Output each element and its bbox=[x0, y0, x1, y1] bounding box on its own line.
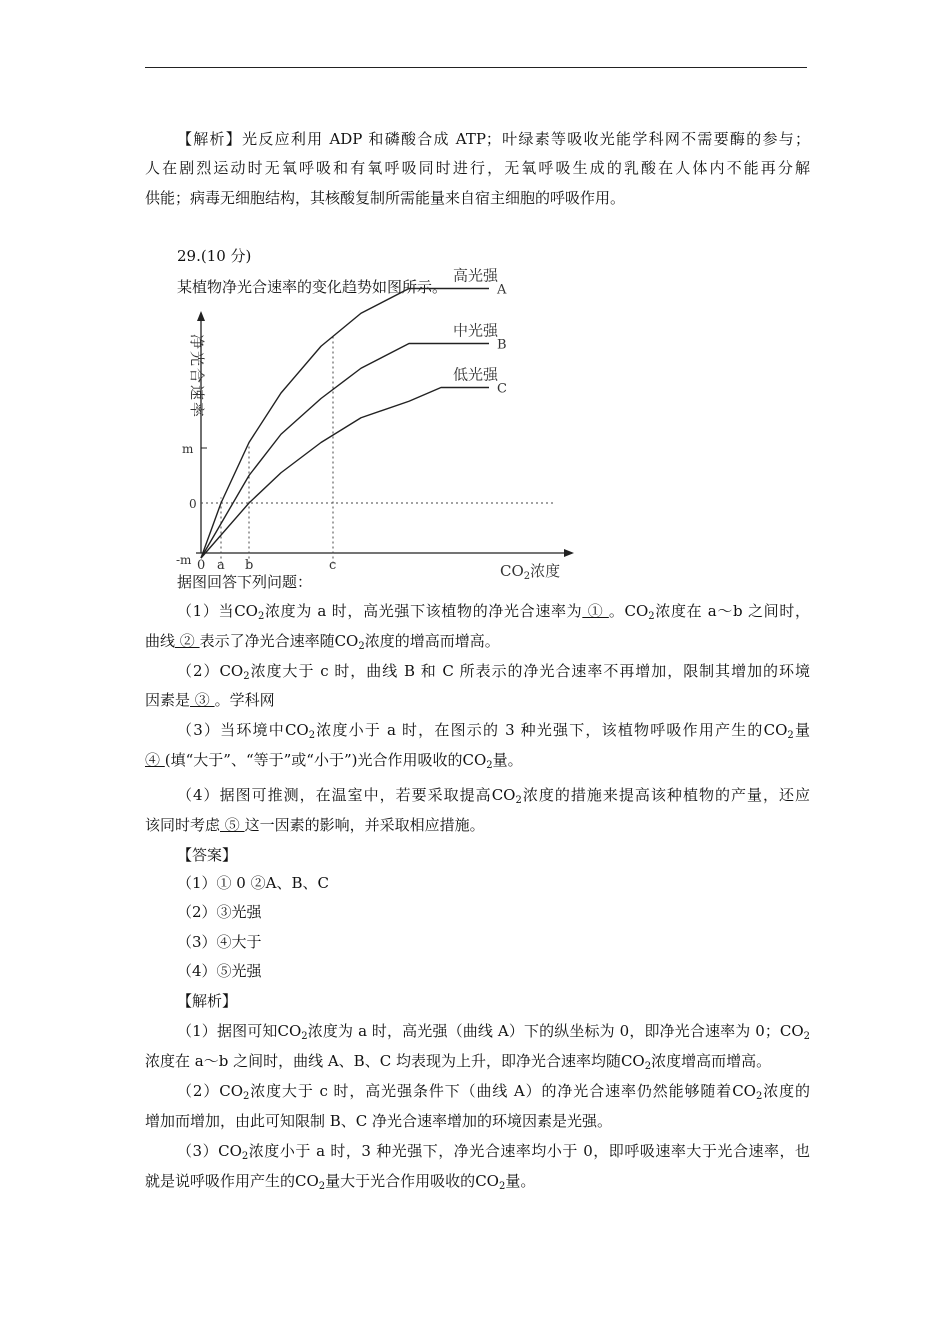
analysis-p2-line-1: $(2)CO_2$浓度大于 c 时，高光强条件下（曲线 A）的净光合速率仍然能够随着$CO_2$浓度的 bbox=[177, 1082, 811, 1102]
x-tick-a: a bbox=[217, 558, 225, 573]
analysis-heading: 【解析】 bbox=[177, 992, 238, 1010]
curve-B bbox=[201, 344, 489, 559]
analysis-p3-line-1: $(3)CO_2$浓度小于 a 时，3 种光强下，净光合速率均小于 0，即呼吸速率大于光合速率，也 bbox=[177, 1142, 811, 1162]
q1-line-1: （1）当$CO_2$浓度为 a 时，高光强下该植物的净光合速率为 ① 。$CO_2$浓度在 a～b 之间时， bbox=[177, 602, 810, 622]
blank-3: ③ bbox=[190, 691, 215, 709]
guide-lines bbox=[201, 336, 553, 563]
analysis-p3-line-2: 就是说呼吸作用产生的$CO_2$量大于光合作用吸收的$CO_2$量。 bbox=[145, 1172, 536, 1192]
x-tick-c: c bbox=[329, 558, 337, 573]
question-stem: 某植物净光合速率的变化趋势如图所示。 bbox=[177, 278, 448, 296]
analysis-p1-line-1: （1）据图可知$CO_2$浓度为 a 时，高光强（曲线 A）下的纵坐标为 0，即净光合速率为 0；$CO_2$ bbox=[177, 1022, 810, 1042]
x-tick-0: 0 bbox=[197, 558, 206, 573]
answer-4: （4）⑤光强 bbox=[177, 962, 262, 980]
curves bbox=[201, 289, 489, 559]
q4-line-1: （4）据图可推测，在温室中，若要采取提高$CO_2$浓度的措施来提高该种植物的产量，还应 bbox=[177, 786, 810, 806]
chart-labels bbox=[176, 267, 507, 574]
x-axis bbox=[196, 549, 574, 557]
y-tick-0: 0 bbox=[189, 497, 197, 511]
q2-line-2: 因素是 ③ 。学科网 bbox=[145, 691, 275, 709]
series-name-C: 低光强 bbox=[453, 365, 499, 384]
q1-line-2: 曲线 ② 表示了净光合速率随$CO_2$浓度的增高而增高。 bbox=[145, 632, 500, 652]
question-number: 29.(10 分) bbox=[177, 247, 252, 265]
series-label-A: A bbox=[497, 282, 507, 298]
series-label-B: B bbox=[497, 337, 507, 353]
blank-5: ⑤ bbox=[220, 816, 245, 834]
answer-1: （1）① 0 ②A、B、C bbox=[177, 874, 329, 892]
analysis-line-2: 人在剧烈运动时无氧呼吸和有氧呼吸同时进行，无氧呼吸生成的乳酸在人体内不能再分解 bbox=[145, 159, 810, 177]
blank-4: ④ bbox=[145, 751, 165, 769]
y-axis-label: 净光合速率 bbox=[188, 334, 206, 420]
x-axis-label: $CO_2$浓度 bbox=[500, 562, 561, 582]
analysis-p2-line-2: 增加而增加，由此可知限制 B、C 净光合速率增加的环境因素是光强。 bbox=[145, 1112, 613, 1130]
series-name-B: 中光强 bbox=[453, 321, 499, 340]
series-label-C: C bbox=[497, 381, 507, 397]
blank-1: ① bbox=[582, 602, 609, 620]
analysis-line-1: 【解析】光反应利用 ADP 和磷酸合成 ATP；叶绿素等吸收光能学科网不需要酶的参与； bbox=[177, 130, 810, 148]
series-name-A: 高光强 bbox=[453, 266, 499, 285]
blank-2: ② bbox=[175, 632, 200, 650]
header-rule bbox=[145, 67, 807, 68]
q3-line-1: （3）当环境中$CO_2$浓度小于 a 时，在图示的 3 种光强下，该植物呼吸作用产生的$CO_2$量 bbox=[177, 721, 810, 741]
y-tick-m: m bbox=[182, 442, 194, 456]
q3-line-2: ④ (填“大于”、“等于”或“小于”)光合作用吸收的$CO_2$量。 bbox=[145, 751, 523, 771]
answer-3: （3）④大于 bbox=[177, 933, 262, 951]
q4-line-2: 该同时考虑 ⑤ 这一因素的影响，并采取相应措施。 bbox=[145, 816, 485, 834]
analysis-line-3: 供能；病毒无细胞结构，其核酸复制所需能量来自宿主细胞的呼吸作用。 bbox=[145, 189, 626, 207]
x-tick-b: b bbox=[245, 558, 254, 573]
answer-heading: 【答案】 bbox=[177, 846, 238, 864]
question-prompt: 据图回答下列问题： bbox=[177, 573, 313, 591]
q2-line-1: $(2)CO_2$浓度大于 c 时，曲线 B 和 C 所表示的净光合速率不再增加，限制其增加的环境 bbox=[177, 662, 810, 682]
answer-2: （2）③光强 bbox=[177, 903, 262, 921]
y-tick-neg-m: -m bbox=[176, 553, 192, 567]
analysis-p1-line-2: 浓度在 a～b 之间时，曲线 A、B、C 均表现为上升，即净光合速率均随$CO_2$浓度增高而增高。 bbox=[145, 1052, 772, 1072]
curve-C bbox=[201, 388, 489, 559]
curve-A bbox=[201, 289, 489, 559]
